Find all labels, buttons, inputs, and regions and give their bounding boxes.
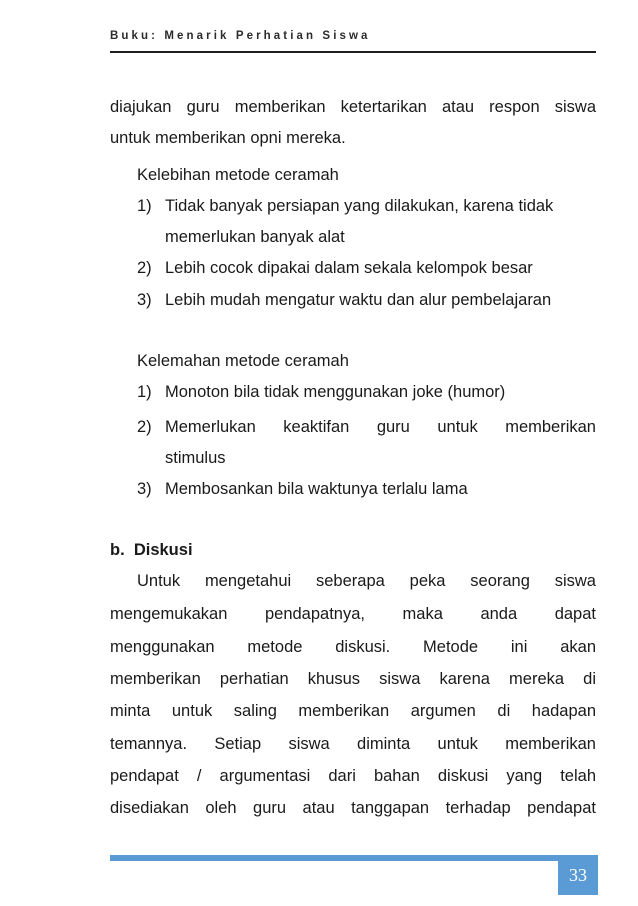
diskusi-line-2: mengemukakan pendapatnya, maka anda dapat [110, 605, 596, 623]
diskusi-line-5: minta untuk saling memberikan argumen di hadapan [110, 702, 596, 720]
diskusi-line-1: Untuk mengetahui seberapa peka seorang siswa [137, 572, 596, 590]
advantage-2-number: 2) [137, 259, 152, 277]
disadvantage-2-number: 2) [137, 418, 152, 436]
diskusi-line-8: disediakan oleh guru atau tanggapan terhadap pendapat [110, 799, 596, 817]
disadvantage-2-text-cont: stimulus [165, 449, 226, 467]
advantage-1-number: 1) [137, 197, 152, 215]
page-number: 33 [558, 855, 598, 895]
disadvantage-1-number: 1) [137, 383, 152, 401]
intro-line-2: untuk memberikan opni mereka. [110, 129, 346, 147]
running-header: Buku: Menarik Perhatian Siswa [110, 30, 371, 42]
diskusi-line-3: menggunakan metode diskusi. Metode ini akan [110, 638, 596, 656]
disadvantage-2-text: Memerlukan keaktifan guru untuk memberikan [165, 418, 596, 436]
disadvantages-heading: Kelemahan metode ceramah [137, 352, 349, 370]
intro-line-1: diajukan guru memberikan ketertarikan atau respon siswa [110, 98, 596, 116]
diskusi-line-4: memberikan perhatian khusus siswa karena mereka di [110, 670, 596, 688]
diskusi-line-6: temannya. Setiap siswa diminta untuk memberikan [110, 735, 596, 753]
advantage-1-text-cont: memerlukan banyak alat [165, 228, 345, 246]
disadvantage-3-text: Membosankan bila waktunya terlalu lama [165, 480, 468, 498]
advantage-3-text: Lebih mudah mengatur waktu dan alur pembelajaran [165, 291, 552, 309]
footer-accent-bar [110, 855, 560, 861]
disadvantage-3-number: 3) [137, 480, 152, 498]
header-rule [110, 51, 596, 53]
disadvantage-1-text: Monoton bila tidak menggunakan joke (humor) [165, 383, 506, 401]
advantage-2-text: Lebih cocok dipakai dalam sekala kelompok besar [165, 259, 533, 277]
advantage-1-text: Tidak banyak persiapan yang dilakukan, karena tidak [165, 197, 554, 215]
diskusi-line-7: pendapat / argumentasi dari bahan diskusi yang telah [110, 767, 596, 785]
advantages-heading: Kelebihan metode ceramah [137, 166, 339, 184]
section-heading-diskusi: b. Diskusi [110, 541, 193, 559]
advantage-3-number: 3) [137, 291, 152, 309]
